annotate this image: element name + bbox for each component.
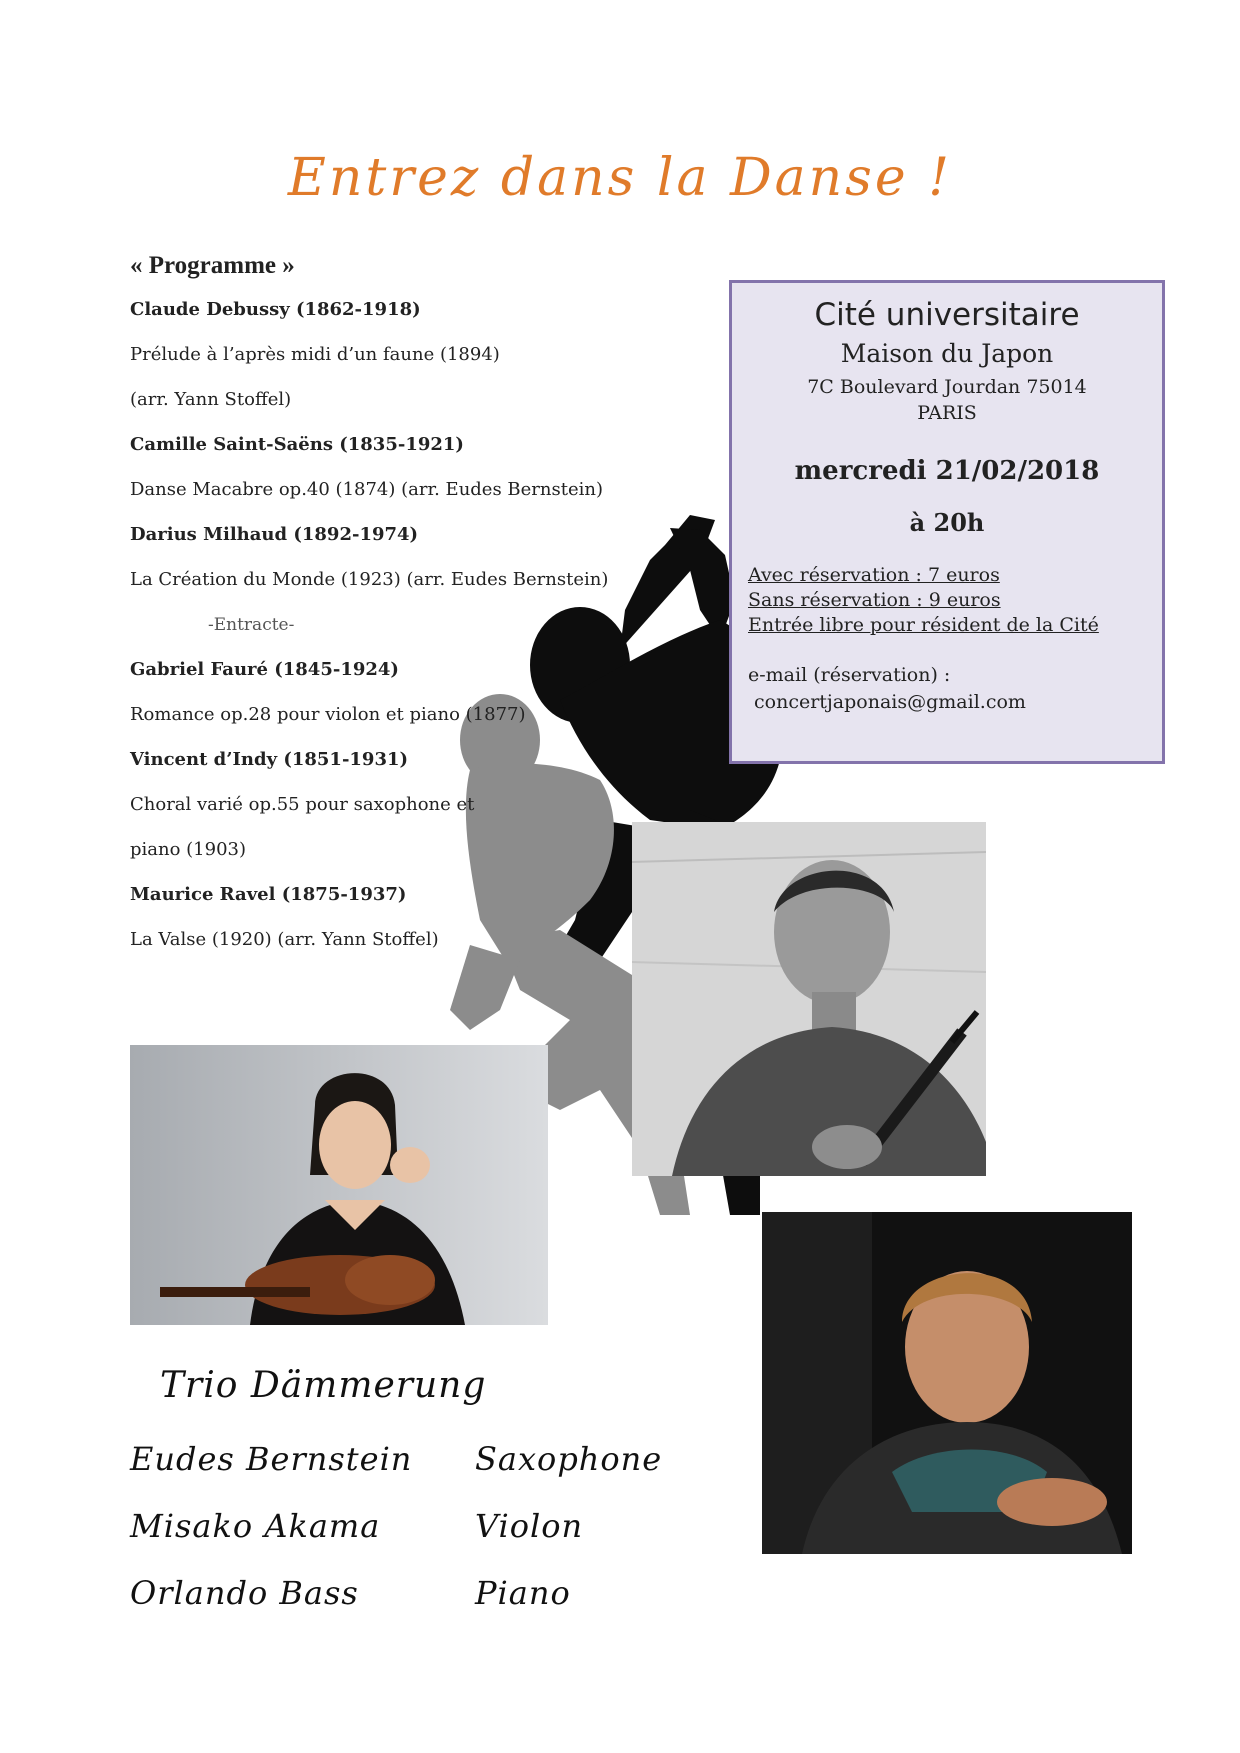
photo-saxophonist — [632, 822, 986, 1176]
piece-title: Romance op.28 pour violon et piano (1877) — [130, 704, 526, 725]
composer-name: Darius Milhaud (1892-1974) — [130, 524, 419, 545]
program-list — [130, 252, 690, 973]
composer-name: Gabriel Fauré (1845-1924) — [130, 659, 399, 680]
piece-title: La Valse (1920) (arr. Yann Stoffel) — [130, 929, 439, 950]
concert-date: mercredi 21/02/2018 — [794, 456, 1100, 486]
intermission-label: -Entracte- — [208, 615, 295, 635]
address-city: PARIS — [917, 402, 977, 424]
contact-email[interactable]: concertjaponais@gmail.com — [754, 691, 1026, 713]
composer-name: Claude Debussy (1862-1918) — [130, 299, 421, 320]
piece-title: Choral varié op.55 pour saxophone et — [130, 794, 475, 815]
member-instrument: Saxophone — [475, 1440, 663, 1478]
program-heading: « Programme » — [130, 252, 295, 279]
composer-name: Maurice Ravel (1875-1937) — [130, 884, 407, 905]
member-instrument: Piano — [475, 1574, 571, 1612]
concert-time: à 20h — [909, 508, 985, 537]
price-text: Avec réservation : 7 euros — [748, 564, 1000, 586]
member-name: Orlando Bass — [130, 1574, 359, 1612]
price-list — [748, 563, 1162, 638]
venue-info-box — [729, 280, 1165, 764]
price-text: Sans réservation : 9 euros — [748, 589, 1001, 611]
piece-title: La Création du Monde (1923) (arr. Eudes Bernstein) — [130, 569, 609, 590]
price-item — [748, 563, 1162, 588]
photo-violinist — [130, 1045, 548, 1325]
member-name: Misako Akama — [130, 1507, 381, 1545]
piece-title: piano (1903) — [130, 839, 247, 860]
piece-arrangement: (arr. Yann Stoffel) — [130, 389, 292, 410]
member-name: Eudes Bernstein — [130, 1440, 413, 1478]
piece-title: Danse Macabre op.40 (1874) (arr. Eudes Bernstein) — [130, 479, 603, 500]
composer-name: Camille Saint-Saëns (1835-1921) — [130, 434, 464, 455]
photo-pianist — [762, 1212, 1132, 1554]
venue-name: Cité universitaire — [814, 297, 1080, 333]
composer-name: Vincent d’Indy (1851-1931) — [130, 749, 409, 770]
poster-title: Entrez dans la Danse ! — [287, 148, 953, 208]
price-text: Entrée libre pour résident de la Cité — [748, 614, 1099, 636]
price-item — [748, 613, 1162, 638]
address-line: 7C Boulevard Jourdan 75014 — [807, 376, 1087, 398]
contact-label: e-mail (réservation) : — [748, 664, 951, 686]
piece-title: Prélude à l’après midi d’un faune (1894) — [130, 344, 500, 365]
venue-house: Maison du Japon — [840, 339, 1054, 368]
price-item — [748, 588, 1162, 613]
venue-address — [732, 374, 1162, 426]
contact-info — [748, 662, 1162, 716]
member-instrument: Violon — [475, 1507, 584, 1545]
ensemble-name: Trio Dämmerung — [160, 1365, 487, 1406]
